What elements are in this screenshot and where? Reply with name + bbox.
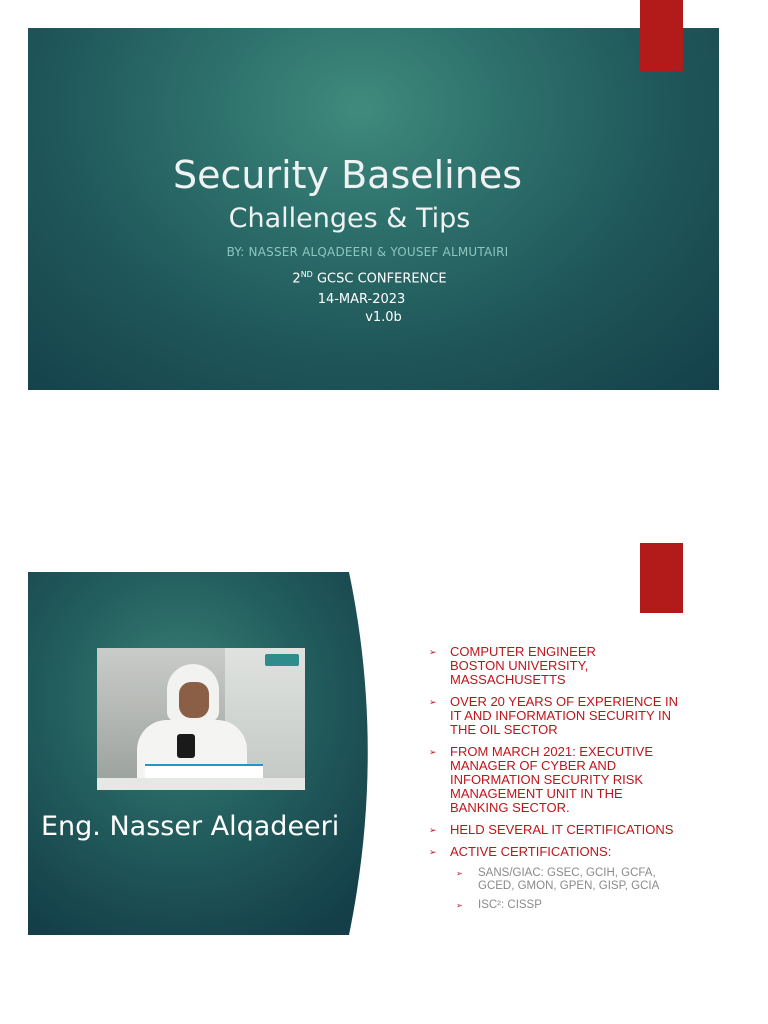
title-slide bbox=[28, 28, 719, 390]
list-item bbox=[429, 845, 729, 859]
bullet-text: OVER 20 YEARS OF EXPERIENCE IN IT AND INFORMATION SECURITY IN THE OIL SECTOR bbox=[450, 694, 679, 737]
version-line: v1.0b bbox=[365, 310, 402, 325]
list-item bbox=[429, 695, 729, 737]
red-accent-block-2 bbox=[640, 543, 683, 613]
red-accent-block bbox=[640, 0, 683, 71]
sub-list-item bbox=[429, 867, 729, 893]
arrow-bullet-icon: ➢ bbox=[429, 647, 437, 657]
bullet-text: ACTIVE CERTIFICATIONS: bbox=[450, 844, 612, 859]
bullet-text: HELD SEVERAL IT CERTIFICATIONS bbox=[450, 822, 674, 837]
date-line: 14-MAR-2023 bbox=[317, 292, 406, 307]
arrow-bullet-icon: ➢ bbox=[429, 747, 437, 757]
speaker-name: Eng. Nasser Alqadeeri bbox=[41, 811, 340, 842]
sub-bullet-text: SANS/GIAC: GSEC, GCIH, GCFA, GCED, GMON, GPEN, GISP, GCIA bbox=[478, 867, 660, 892]
conference-ordinal: ND bbox=[300, 270, 313, 279]
bullet-text: FROM MARCH 2021: EXECUTIVE MANAGER OF CYBER AND INFORMATION SECURITY RISK MANAGEMENT UNIT IN THE BANKING SECTOR. bbox=[450, 744, 653, 815]
arrow-bullet-icon: ➢ bbox=[429, 697, 437, 707]
arrow-bullet-icon: ➢ bbox=[429, 825, 437, 835]
bullet-text: COMPUTER ENGINEER BOSTON UNIVERSITY, MASSACHUSETTS bbox=[450, 644, 596, 687]
sub-bullet-text: ISC²: CISSP bbox=[478, 899, 542, 911]
conference-name: GCSC CONFERENCE bbox=[312, 271, 447, 287]
arrow-bullet-icon: ➢ bbox=[429, 847, 437, 857]
arrow-bullet-icon: ➢ bbox=[456, 901, 463, 910]
slide-subtitle: Challenges & Tips bbox=[228, 203, 471, 234]
conference-number: 2 bbox=[292, 271, 301, 287]
arrow-bullet-icon: ➢ bbox=[456, 869, 463, 878]
speaker-slide bbox=[28, 572, 381, 935]
slide-title: Security Baselines bbox=[172, 153, 523, 197]
list-item bbox=[429, 645, 729, 687]
speaker-photo-icon bbox=[97, 648, 305, 790]
authors-line: BY: NASSER ALQADEERI & YOUSEF ALMUTAIRI bbox=[226, 245, 509, 259]
list-item bbox=[429, 745, 729, 815]
list-item bbox=[429, 823, 729, 837]
conference-line bbox=[24, 270, 715, 286]
bio-bullet-list bbox=[429, 645, 729, 918]
sub-list-item bbox=[429, 899, 729, 912]
